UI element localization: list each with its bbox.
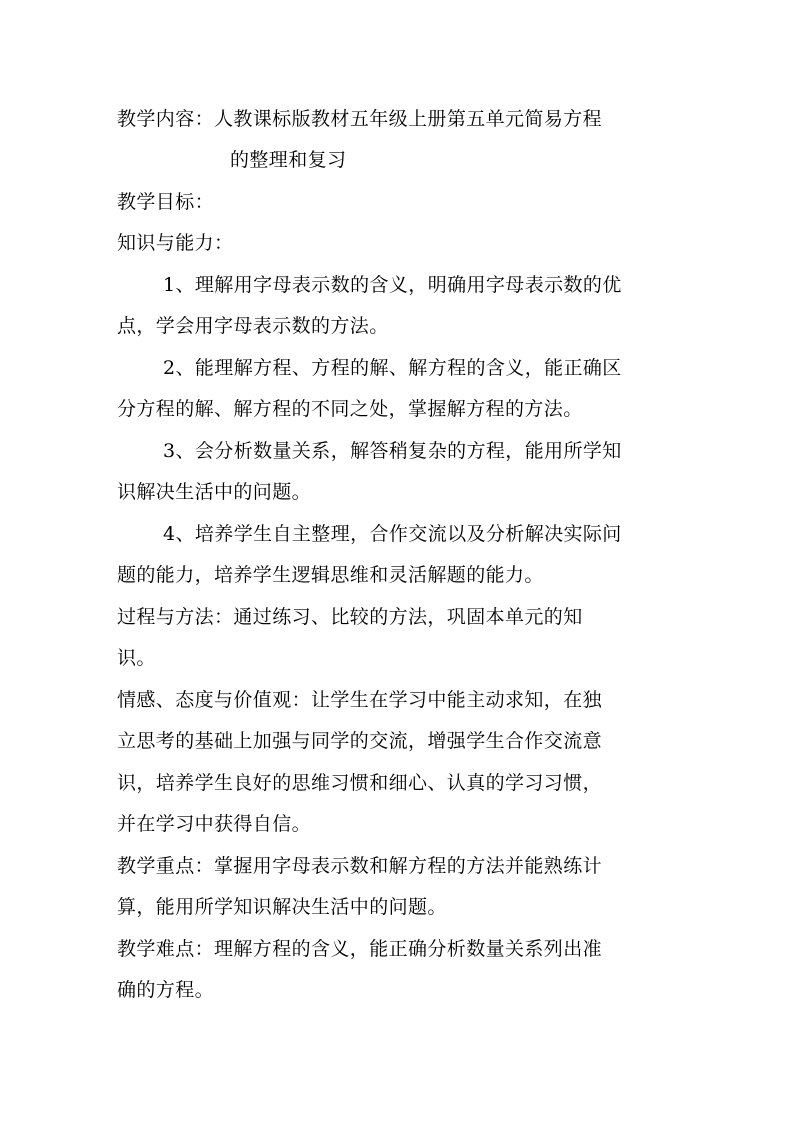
key-points-line-2: 算，能用所学知识解决生活中的问题。 — [117, 896, 447, 918]
emotion-attitude-line-4: 并在学习中获得自信。 — [117, 813, 312, 835]
knowledge-item-4-line-2: 题的能力，培养学生逻辑思维和灵活解题的能力。 — [117, 564, 544, 586]
knowledge-item-4-line-1: 4、培养学生自主整理，合作交流以及分析解决实际问 — [163, 523, 622, 545]
emotion-attitude-line-2: 立思考的基础上加强与同学的交流，增强学生合作交流意 — [117, 730, 603, 752]
teaching-content-label: 教学内容： — [117, 108, 215, 130]
emotion-attitude-line-3: 识，培养学生良好的思维习惯和细心、认真的学习习惯， — [117, 772, 603, 794]
knowledge-item-1-line-2: 点，学会用字母表示数的方法。 — [117, 315, 389, 337]
emotion-attitude-line-1: 情感、态度与价值观：让学生在学习中能主动求知，在独 — [117, 689, 603, 711]
key-points-line-1: 教学重点：掌握用字母表示数和解方程的方法并能熟练计 — [117, 855, 603, 877]
teaching-content-text: 人教课标版教材五年级上册第五单元简易方程 — [214, 108, 603, 130]
process-method-line-1: 过程与方法：通过练习、比较的方法，巩固本单元的知 — [117, 606, 583, 628]
knowledge-item-2-line-1: 2、能理解方程、方程的解、解方程的含义，能正确区 — [163, 357, 622, 379]
knowledge-item-3-line-1: 3、会分析数量关系，解答稍复杂的方程，能用所学知 — [163, 440, 622, 462]
difficulties-line-2: 确的方程。 — [117, 979, 215, 1001]
process-method-line-2: 识。 — [117, 647, 156, 669]
teaching-objectives-heading: 教学目标： — [117, 191, 215, 213]
knowledge-ability-heading: 知识与能力： — [117, 232, 234, 254]
teaching-content-line-1 — [117, 106, 677, 132]
knowledge-item-3-line-2: 识解决生活中的问题。 — [117, 481, 312, 503]
knowledge-item-2-line-2: 分方程的解、解方程的不同之处，掌握解方程的方法。 — [117, 398, 583, 420]
teaching-content-line-2: 的整理和复习 — [230, 149, 347, 171]
difficulties-line-1: 教学难点：理解方程的含义，能正确分析数量关系列出准 — [117, 938, 603, 960]
knowledge-item-1-line-1: 1、理解用字母表示数的含义，明确用字母表示数的优 — [163, 274, 622, 296]
